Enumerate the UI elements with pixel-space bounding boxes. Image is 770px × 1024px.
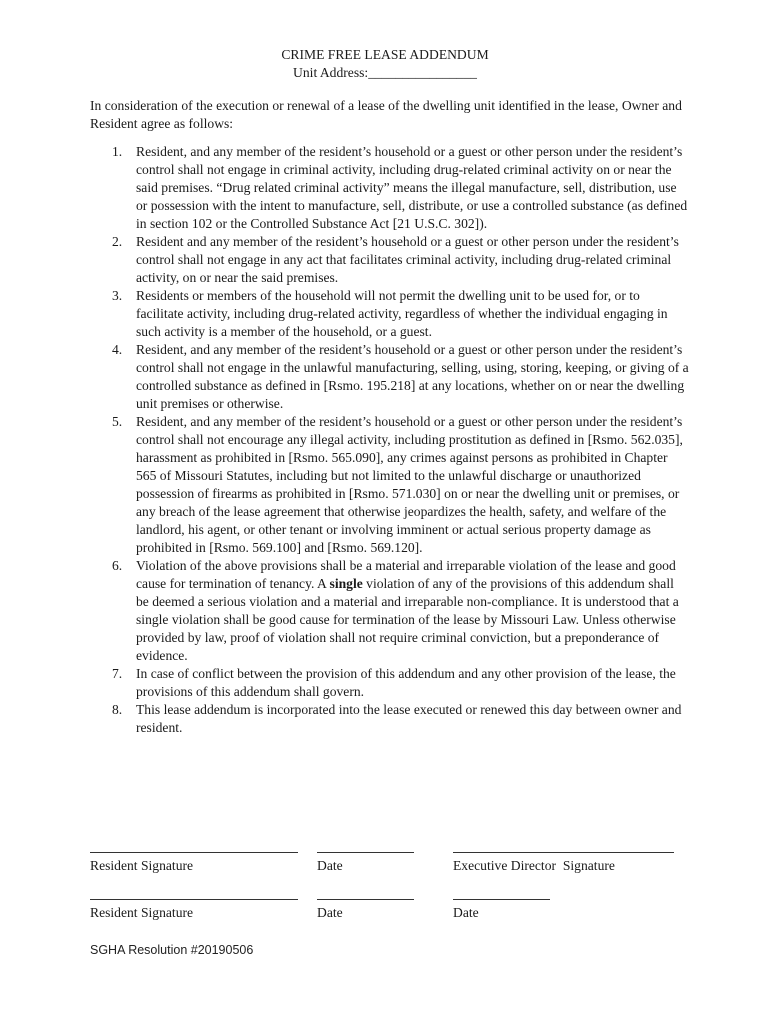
clause-text xyxy=(136,558,679,663)
executive-director-signature-line[interactable] xyxy=(453,852,674,853)
date-label: Date xyxy=(317,858,343,873)
clause-emphasis: single xyxy=(329,576,363,591)
clause-item xyxy=(90,701,690,737)
clause-text: Resident, and any member of the resident’s household or a guest or other person under the resident’s control shall not engage in the unlawful manufacturing, selling, using, storing, keeping, or giving of a controlled substance as defined in [Rsmo. 195.218] at any locations, whether on or near the dwelling unit premises or otherwise. xyxy=(136,342,689,411)
clause-item xyxy=(90,341,690,413)
resolution-footer: SGHA Resolution #20190506 xyxy=(90,943,254,957)
resident-signature-label: Resident Signature xyxy=(90,858,194,873)
clause-number: 1. xyxy=(112,144,123,159)
clause-item xyxy=(90,233,690,287)
clause-text-part: violation of any of the provisions of this addendum shall be deemed a serious violation and a material and irreparable non-compliance. It is understood that a single violation shall be good cause for termination of the lease by Missouri Law. Unless otherwise provided by law, proof of violation shall not require criminal conviction, but a preponderance of evidence. xyxy=(136,576,679,663)
date-line-2[interactable] xyxy=(317,899,414,900)
resident-signature-label: Resident Signature xyxy=(90,905,194,920)
date-label: Date xyxy=(453,905,479,920)
unit-address-line: Unit Address:________________ xyxy=(293,65,477,80)
clause-number: 3. xyxy=(112,288,123,303)
clause-text: This lease addendum is incorporated into the lease executed or renewed this day between owner and resident. xyxy=(136,702,682,735)
date-line-3[interactable] xyxy=(453,899,550,900)
executive-director-signature-label: Executive Director Signature xyxy=(453,858,615,873)
document-title: CRIME FREE LEASE ADDENDUM xyxy=(281,47,489,62)
clause-number: 7. xyxy=(112,666,123,681)
clause-text-part: Violation of the above provisions shall be a material and irreparable violation of the lease and good cause for termination of tenancy. A xyxy=(136,558,676,591)
clause-text: Resident, and any member of the resident’s household or a guest or other person under the resident’s control shall not engage in criminal activity, including drug-related criminal activity on or near the said premises. “Drug related criminal activity” means the illegal manufacture, sell, distribution, use or possession with the intent to manufacture, sell, distribute, or use a controlled substance (as defined in section 102 or the Controlled Substance Act [21 U.S.C. 302]). xyxy=(136,144,688,231)
clause-item xyxy=(90,143,690,233)
clause-text: In case of conflict between the provision of this addendum and any other provision of the lease, the provisions of this addendum shall govern. xyxy=(136,666,676,699)
clause-item xyxy=(90,413,690,557)
document-header xyxy=(0,46,770,82)
date-line-1[interactable] xyxy=(317,852,414,853)
clause-text: Resident, and any member of the resident’s household or a guest or other person under the resident’s control shall not encourage any illegal activity, including prostitution as defined in [Rsmo. 562.035], harassment as prohibited in [Rsmo. 565.090], any crimes against persons as prohibited in Chapter 565 of Missouri Statutes, including but not limited to the unlawful discharge or unauthorized possession of firearms as prohibited in [Rsmo. 571.030] on or near the dwelling unit or premises, or any breach of the lease agreement that otherwise jeopardizes the health, safety, and welfare of the landlord, his agent, or other tenant or involving imminent or actual serious property damage as prohibited in [Rsmo. 569.100] and [Rsmo. 569.120]. xyxy=(136,414,683,555)
clause-number: 8. xyxy=(112,702,123,717)
clause-text: Resident and any member of the resident’s household or a guest or other person under the resident’s control shall not engage in any act that facilitates criminal activity, including drug-related criminal activity, on or near the said premises. xyxy=(136,234,679,285)
resident-signature-line-1[interactable] xyxy=(90,852,298,853)
clause-item xyxy=(90,557,690,665)
clause-list xyxy=(90,143,690,737)
clause-number: 5. xyxy=(112,414,123,429)
clause-number: 6. xyxy=(112,558,123,573)
date-label: Date xyxy=(317,905,343,920)
clause-text: Residents or members of the household will not permit the dwelling unit to be used for, or to facilitate activity, including drug-related activity, regardless of whether the individual engaging in such activity is a member of the household, or a guest. xyxy=(136,288,668,339)
clause-item xyxy=(90,287,690,341)
intro-paragraph: In consideration of the execution or renewal of a lease of the dwelling unit identified in the lease, Owner and Resident agree as follows: xyxy=(90,98,682,131)
clause-item xyxy=(90,665,690,701)
clause-number: 2. xyxy=(112,234,123,249)
resident-signature-line-2[interactable] xyxy=(90,899,298,900)
clause-number: 4. xyxy=(112,342,123,357)
